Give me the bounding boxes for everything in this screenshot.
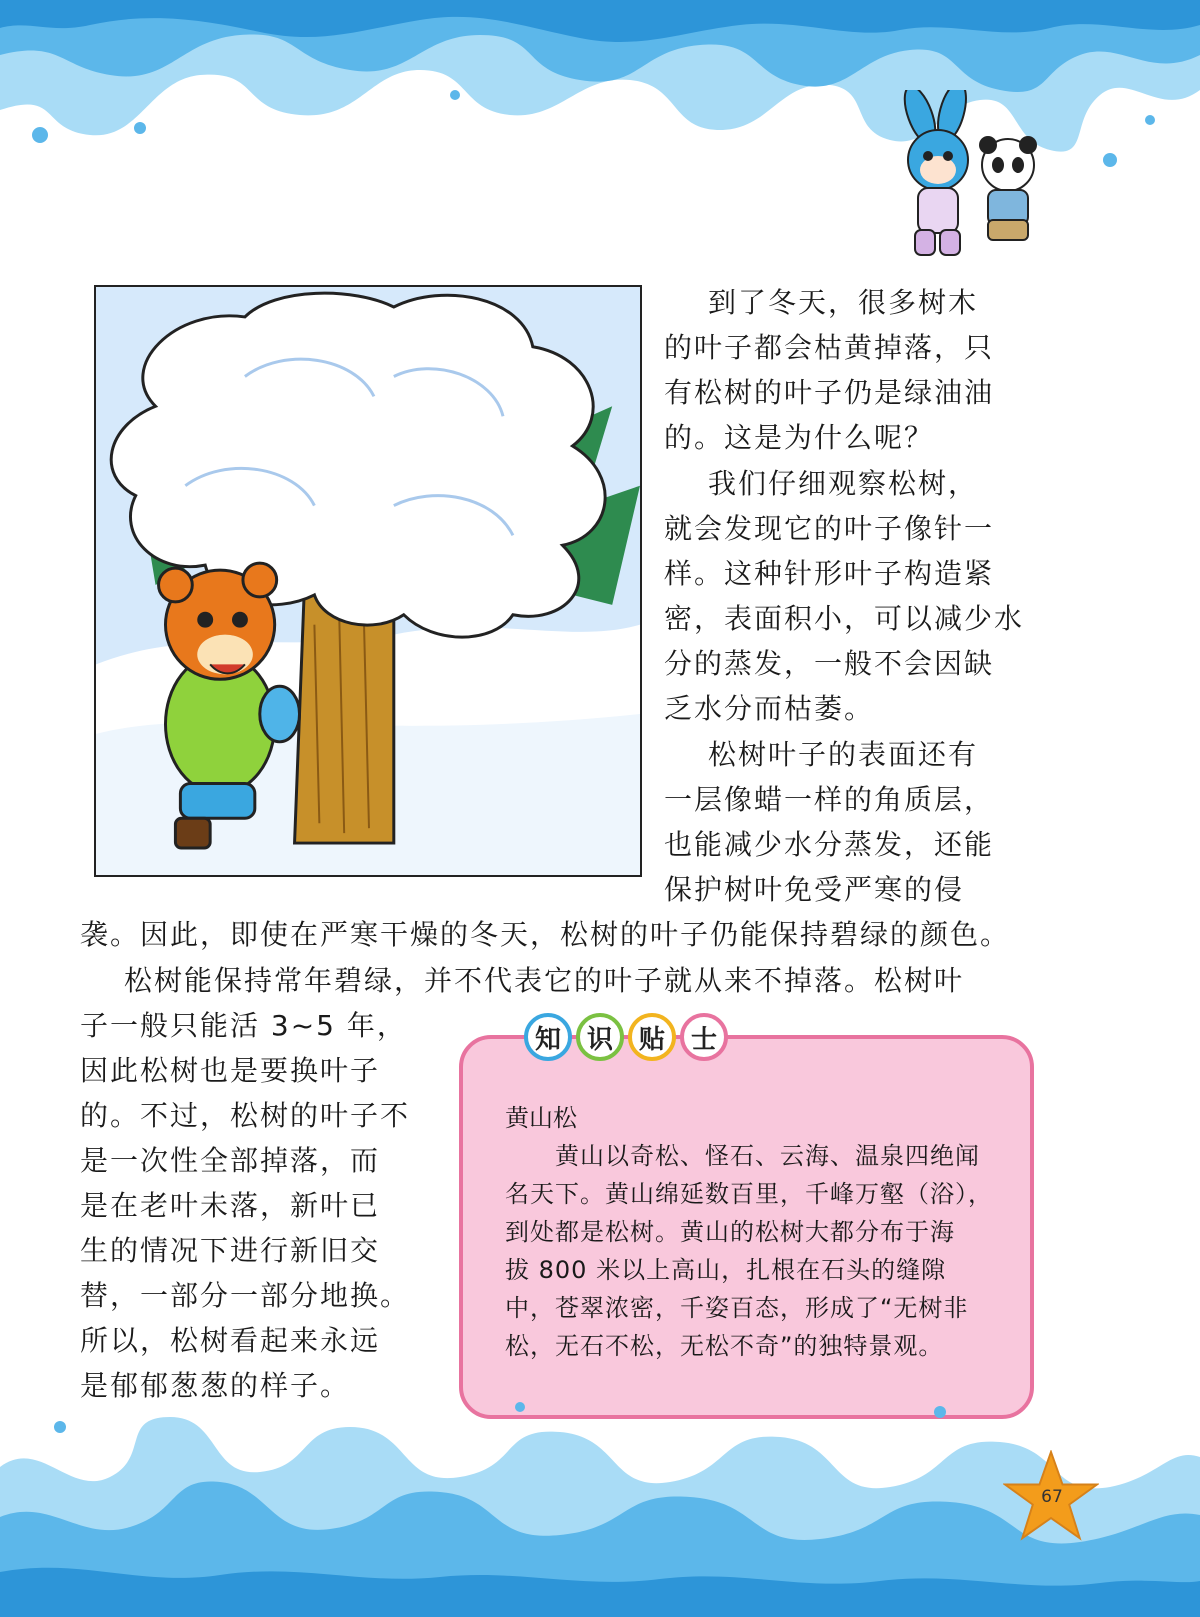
tips-heading: 黄山松: [505, 1104, 577, 1132]
paragraph-line: 也能减少水分蒸发，还能: [664, 828, 995, 861]
paragraph-line: 生的情况下进行新旧交: [80, 1234, 381, 1267]
paragraph-line: 到了冬天，很多树木: [708, 286, 979, 319]
paragraph-line: 因此松树也是要换叶子: [80, 1054, 381, 1087]
knowledge-tips-title: [524, 1013, 728, 1063]
paragraph-line: 样。这种针形叶子构造紧: [664, 557, 995, 590]
paragraph-line: 所以，松树看起来永远: [80, 1324, 381, 1357]
tips-title-char: 贴: [628, 1013, 676, 1061]
paragraph-line: 乏水分而枯萎。: [664, 692, 875, 725]
paragraph-line: 替，一部分一部分地换。: [80, 1279, 411, 1312]
paragraph-line: 保护树叶免受严寒的侵: [664, 873, 965, 906]
tips-text-line: 到处都是松树。黄山的松树大都分布于海: [505, 1218, 955, 1246]
paragraph-line: 就会发现它的叶子像针一: [664, 512, 995, 545]
paragraph-line: 的叶子都会枯黄掉落，只: [664, 331, 995, 364]
paragraph-line: 松树叶子的表面还有: [708, 738, 979, 771]
paragraph-line: 一层像蜡一样的角质层，: [664, 783, 995, 816]
paragraph-line: 是郁郁葱葱的样子。: [80, 1369, 351, 1402]
paragraph-line: 我们仔细观察松树，: [708, 467, 979, 500]
tips-text-line: 名天下。黄山绵延数百里，千峰万壑（浴），: [505, 1180, 993, 1208]
paragraph-line: 的。这是为什么呢？: [664, 421, 935, 454]
tips-title-char: 识: [576, 1013, 624, 1061]
paragraph-line: 分的蒸发，一般不会因缺: [664, 647, 995, 680]
tips-text-line: 松，无石不松，无松不奇”的独特景观。: [505, 1332, 944, 1360]
paragraph-line: 是在老叶未落，新叶已: [80, 1189, 381, 1222]
tips-title-char: 士: [680, 1013, 728, 1061]
tips-text-line: 黄山以奇松、怪石、云海、温泉四绝闻: [555, 1142, 980, 1170]
rabbit-and-panda-mascots-icon: [880, 90, 1060, 265]
paragraph-line: 是一次性全部掉落，而: [80, 1144, 381, 1177]
paragraph-line: 有松树的叶子仍是绿油油: [664, 376, 995, 409]
paragraph-line: 松树能保持常年碧绿，并不代表它的叶子就从来不掉落。松树叶: [124, 964, 965, 997]
paragraph-line: 子一般只能活 3~5 年，: [80, 1009, 407, 1042]
paragraph-line: 的。不过，松树的叶子不: [80, 1099, 411, 1132]
paragraph-line: 袭。因此，即使在严寒干燥的冬天，松树的叶子仍能保持碧绿的颜色。: [80, 918, 1011, 951]
paragraph-line: 密，表面积小，可以减少水: [664, 602, 1025, 635]
page-number: 67: [1041, 1487, 1063, 1507]
tips-text-line: 拔 800 米以上高山，扎根在石头的缝隙: [505, 1256, 947, 1284]
tips-title-char: 知: [524, 1013, 572, 1061]
tips-text-line: 中，苍翠浓密，千姿百态，形成了“无树非: [505, 1294, 969, 1322]
snowy-pine-tree-illustration: [94, 285, 642, 877]
